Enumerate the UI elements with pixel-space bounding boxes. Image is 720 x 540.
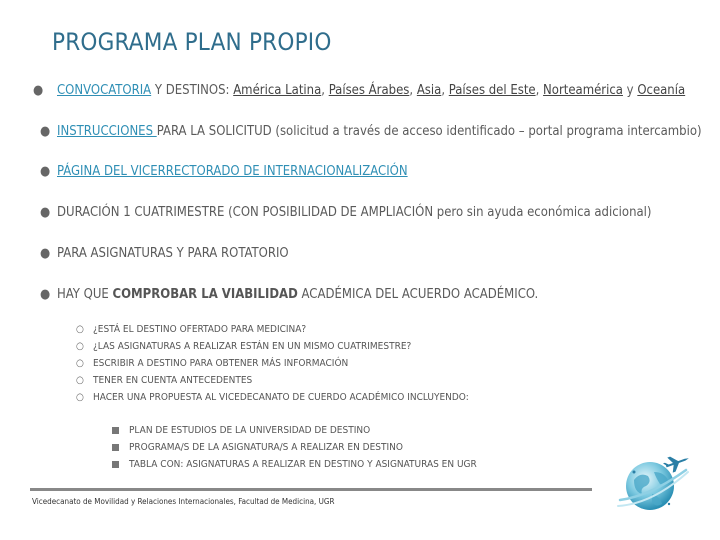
instrucciones-link[interactable]: INSTRUCCIONES <box>57 124 157 139</box>
square-bullet-icon <box>112 427 119 434</box>
separator: , <box>409 83 417 98</box>
separator: , <box>441 83 449 98</box>
square-bullet-icon <box>112 461 119 468</box>
destination-link-paises-arabes[interactable]: Países Árabes <box>328 83 410 98</box>
circle-bullet-icon: ○ <box>76 375 84 386</box>
subsub-item-text: PROGRAMA/S DE LA ASIGNATURA/S A REALIZAR EN DESTINO <box>129 442 403 453</box>
bullet-instrucciones <box>40 123 702 141</box>
circle-bullet-icon: ○ <box>76 324 84 335</box>
destination-link-oceania[interactable]: Oceanía <box>637 83 686 98</box>
bullet-dot: ● <box>40 164 51 179</box>
convocatoria-link[interactable]: CONVOCATORIA <box>57 83 152 98</box>
bullet-text: HAY QUE <box>57 287 113 302</box>
bullet-dot: ● <box>33 83 44 98</box>
bullet-vicerrectorado <box>40 163 408 181</box>
bullet-text: PARA LA SOLICITUD (solicitud a través de acceso identificado – portal programa intercambio) <box>156 124 702 139</box>
sub-item <box>76 391 469 405</box>
sub-item <box>76 323 307 337</box>
destination-link-norteamerica[interactable]: Norteamérica <box>543 83 623 98</box>
separator: y <box>622 83 638 98</box>
bullet-asignaturas <box>40 245 289 263</box>
sub-item <box>76 340 412 354</box>
sub-item-text: TENER EN CUENTA ANTECEDENTES <box>93 375 253 386</box>
bullet-text: PARA ASIGNATURAS Y PARA ROTATORIO <box>57 246 289 261</box>
footer-divider <box>30 488 592 491</box>
sub-item-text: HACER UNA PROPUESTA AL VICEDECANATO DE CUERDO ACADÉMICO INCLUYENDO: <box>93 392 469 403</box>
bullet-duracion <box>40 204 652 222</box>
bullet-text: Y DESTINOS: <box>151 83 234 98</box>
bullet-dot: ● <box>40 124 51 139</box>
bullet-convocatoria <box>33 82 686 100</box>
circle-bullet-icon: ○ <box>76 392 84 403</box>
sub-item <box>76 374 253 388</box>
bullet-dot: ● <box>40 246 51 261</box>
subsub-item-text: PLAN DE ESTUDIOS DE LA UNIVERSIDAD DE DESTINO <box>129 425 371 436</box>
subsub-item <box>129 458 477 472</box>
sub-item <box>76 357 349 371</box>
bullet-text: DURACIÓN 1 CUATRIMESTRE (CON POSIBILIDAD DE AMPLIACIÓN pero sin ayuda económica adicional) <box>57 205 652 220</box>
sub-item-text: ¿ESTÁ EL DESTINO OFERTADO PARA MEDICINA? <box>93 324 307 335</box>
destination-link-asia[interactable]: Asia <box>416 83 442 98</box>
footer-text: Vicedecanato de Movilidad y Relaciones Internacionales, Facultad de Medicina, UGR <box>32 497 335 506</box>
globe-with-plane-icon <box>614 444 694 524</box>
subsub-item <box>129 424 370 438</box>
page-title: PROGRAMA PLAN PROPIO <box>52 28 332 56</box>
square-bullet-icon <box>112 444 119 451</box>
bullet-dot: ● <box>40 287 51 302</box>
circle-bullet-icon: ○ <box>76 358 84 369</box>
bullet-dot: ● <box>40 205 51 220</box>
subsub-item-text: TABLA CON: ASIGNATURAS A REALIZAR EN DESTINO Y ASIGNATURAS EN UGR <box>129 459 477 470</box>
circle-bullet-icon: ○ <box>76 341 84 352</box>
subsub-item <box>129 441 403 455</box>
sub-item-text: ESCRIBIR A DESTINO PARA OBTENER MÁS INFORMACIÓN <box>93 358 349 369</box>
destination-link-america-latina[interactable]: América Latina <box>233 83 322 98</box>
destination-link-paises-este[interactable]: Países del Este <box>448 83 536 98</box>
separator: , <box>321 83 329 98</box>
sub-item-text: ¿LAS ASIGNATURAS A REALIZAR ESTÁN EN UN MISMO CUATRIMESTRE? <box>93 341 412 352</box>
bullet-text: ACADÉMICA DEL ACUERDO ACADÉMICO. <box>297 287 539 302</box>
separator: , <box>535 83 544 98</box>
bullet-bold-text: COMPROBAR LA VIABILIDAD <box>112 287 298 302</box>
bullet-viabilidad <box>40 286 539 304</box>
vicerrectorado-link[interactable]: PÁGINA DEL VICERRECTORADO DE INTERNACIONALIZACIÓN <box>57 164 408 179</box>
